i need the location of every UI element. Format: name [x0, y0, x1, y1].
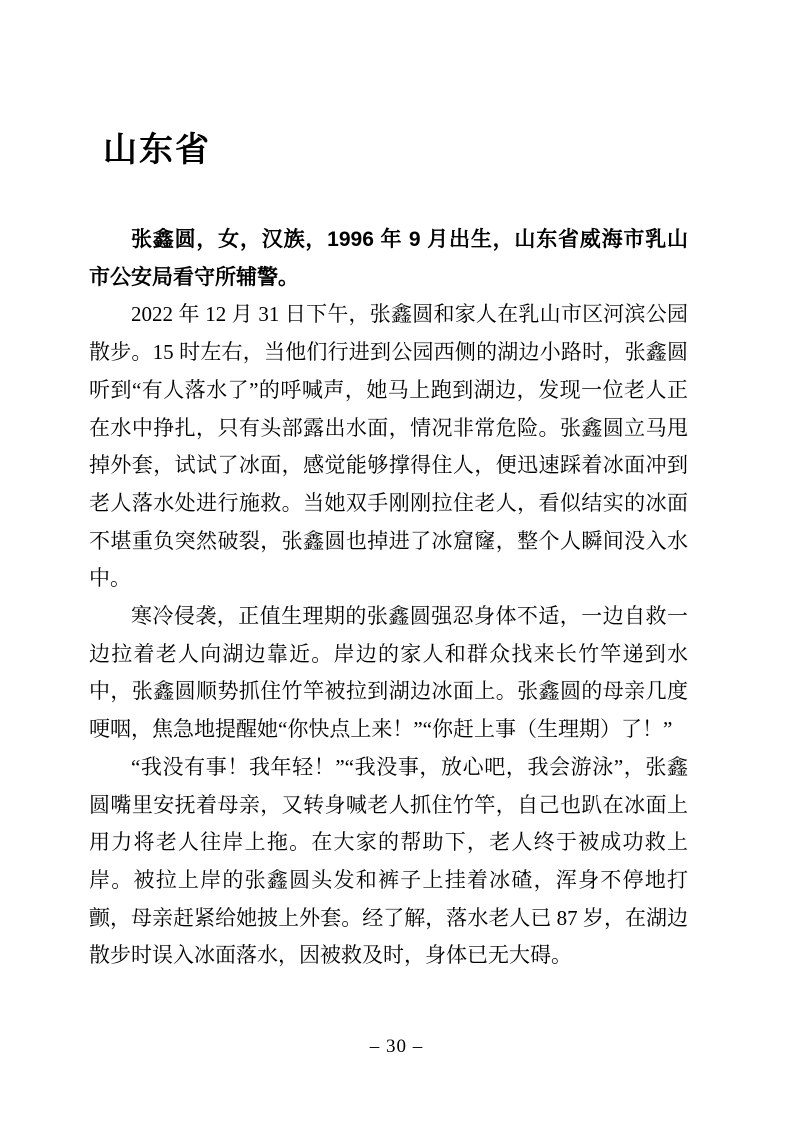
body-text: [89, 221, 688, 975]
paragraph-self-rescue: 寒冷侵袭，正值生理期的张鑫圆强忍身体不适，一边自救一边拉着老人向湖边靠近。岸边的家人和群众找来长竹竿递到水中，张鑫圆顺势抓住竹竿被拉到湖边冰面上。张鑫圆的母亲几度哽咽，焦急地提醒她“你快点上来！”“你赶上事（生理期）了！”: [89, 604, 688, 742]
paragraph-person-intro: 张鑫圆，女，汉族，1996 年 9 月出生，山东省威海市乳山市公安局看守所辅警。: [89, 228, 688, 289]
paragraph-outcome: “我没有事！我年轻！”“我没事，放心吧，我会游泳”，张鑫圆嘴里安抚着母亲，又转身喊老人抓住竹竿，自己也趴在冰面上用力将老人往岸上拖。在大家的帮助下，老人终于被成功救上岸。被拉上岸的张鑫圆头发和裤子上挂着冰碴，浑身不停地打颤，母亲赶紧给她披上外套。经了解，落水老人已 87 岁，在湖边散步时误入冰面落水，因被救及时，身体已无大碍。: [89, 754, 688, 968]
page-content: [89, 132, 688, 975]
paragraph-incident: 2022 年 12 月 31 日下午，张鑫圆和家人在乳山市区河滨公园散步。15 时左右，当他们行进到公园西侧的湖边小路时，张鑫圆听到“有人落水了”的呼喊声，她马上跑到湖边，发现一位老人正在水中挣扎，只有头部露出水面，情况非常危险。张鑫圆立马甩掉外套，试试了冰面，感觉能够撑得住人，便迅速踩着冰面冲到老人落水处进行施救。当她双手刚刚拉住老人，看似结实的冰面不堪重负突然破裂，张鑫圆也掉进了冰窟窿，整个人瞬间没入水中。: [89, 302, 688, 591]
page-number: – 30 –: [369, 1036, 424, 1057]
section-title: 山东省: [103, 131, 211, 169]
